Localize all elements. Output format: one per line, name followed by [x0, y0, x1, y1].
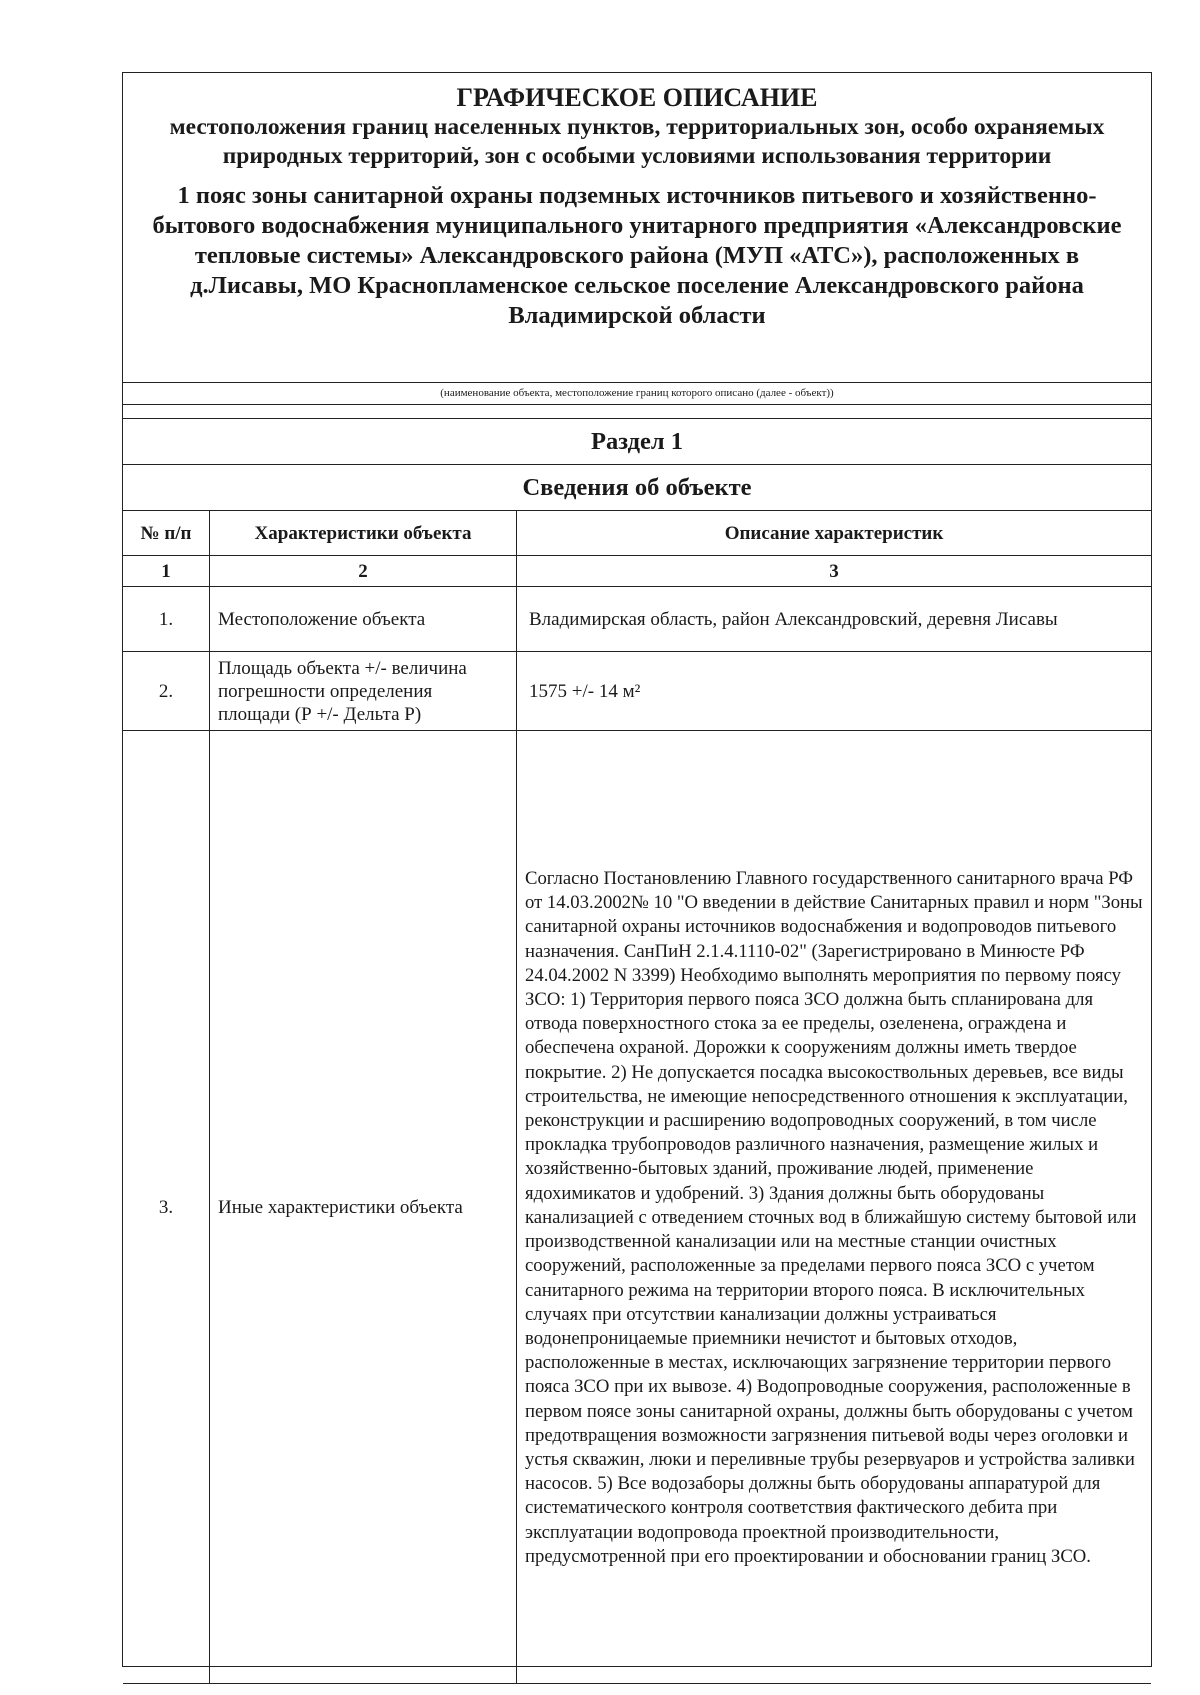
table-row	[123, 587, 1151, 652]
row-description: 1575 +/- 14 м²	[517, 652, 1152, 731]
column-number-2: 2	[210, 556, 517, 587]
section-subtitle: Сведения об объекте	[123, 465, 1151, 511]
object-name-caption: (наименование объекта, местоположение границ которого описано (далее - объект))	[123, 383, 1151, 405]
section-title: Раздел 1	[123, 419, 1151, 465]
table-row	[123, 731, 1151, 1684]
row-characteristic: Местоположение объекта	[210, 587, 517, 652]
table-column-numbers-row	[123, 556, 1151, 587]
table-row	[123, 652, 1151, 731]
row-description: Согласно Постановлению Главного государственного санитарного врача РФ от 14.03.2002№ 10 "О введении в действие Санитарных правил и норм "Зоны санитарной охраны источников водоснабжения и водопроводов питьевого назначения. СанПиН 2.1.4.1110-02" (Зарегистрировано в Минюсте РФ 24.04.2002 N 3399) Необходимо выполнять мероприятия по первому поясу ЗСО: 1) Территория первого пояса ЗСО должна быть спланирована для отвода поверхностного стока за ее пределы, озеленена, ограждена и обеспечена охраной. Дорожки к сооружениям должны иметь твердое покрытие. 2) Не допускается посадка высокоствольных деревьев, все виды строительства, не имеющие непосредственного отношения к эксплуатации, реконструкции и расширению водопроводных сооружений, в том числе прокладка трубопроводов различного назначения, размещение жилых и хозяйственно-бытовых зданий, проживание людей, применение ядохимикатов и удобрений. 3) Здания должны быть оборудованы канализацией с отведением сточных вод в ближайшую систему бытовой или производственной канализации или на местные станции очистных сооружений, расположенные за пределами первого пояса ЗСО с учетом санитарного режима на территории второго пояса. В исключительных случаях при отсутствии канализации должны устраиваться водонепроницаемые приемники нечистот и бытовых отходов, расположенные в местах, исключающих загрязнение территории первого пояса ЗСО при их вывозе. 4) Водопроводные сооружения, расположенные в первом поясе зоны санитарной охраны, должны быть оборудованы с учетом предотвращения возможности загрязнения питьевой воды через оголовки и устья скважин, люки и переливные трубы резервуаров и устройства заливки насосов. 5) Все водозаборы должны быть оборудованы аппаратурой для систематического контроля соответствия фактического дебита при эксплуатации водопровода проектной производительности, предусмотренной при его проектировании и обосновании границ ЗСО.	[517, 731, 1152, 1684]
document-title: ГРАФИЧЕСКОЕ ОПИСАНИЕ	[456, 83, 818, 112]
row-number: 2.	[123, 652, 210, 731]
object-name: 1 пояс зоны санитарной охраны подземных источников питьевого и хозяйственно-бытового водоснабжения муниципального унитарного предприятия «Александровские тепловые системы» Александровского района (МУП «АТС»), расположенных в д.Лисавы, МО Краснопламенское сельское поселение Александровского района Владимирской области	[152, 182, 1122, 329]
header-number: № п/п	[123, 511, 210, 556]
row-description: Владимирская область, район Александровский, деревня Лисавы	[517, 587, 1152, 652]
document-header	[123, 73, 1151, 383]
row-number: 3.	[123, 731, 210, 1684]
spacer-row	[123, 405, 1151, 419]
row-characteristic: Иные характеристики объекта	[210, 731, 517, 1684]
column-number-1: 1	[123, 556, 210, 587]
document-subtitle: местоположения границ населенных пунктов, территориальных зон, особо охраняемых природных территорий, зон с особыми условиями использования территории	[169, 114, 1105, 169]
row-characteristic: Площадь объекта +/- величина погрешности определения площади (Р +/- Дельта Р)	[210, 652, 517, 731]
header-description: Описание характеристик	[517, 511, 1152, 556]
document-page	[122, 72, 1152, 1667]
row-number: 1.	[123, 587, 210, 652]
table-header-row	[123, 511, 1151, 556]
column-number-3: 3	[517, 556, 1152, 587]
object-info-table	[123, 511, 1151, 1684]
header-characteristic: Характеристики объекта	[210, 511, 517, 556]
